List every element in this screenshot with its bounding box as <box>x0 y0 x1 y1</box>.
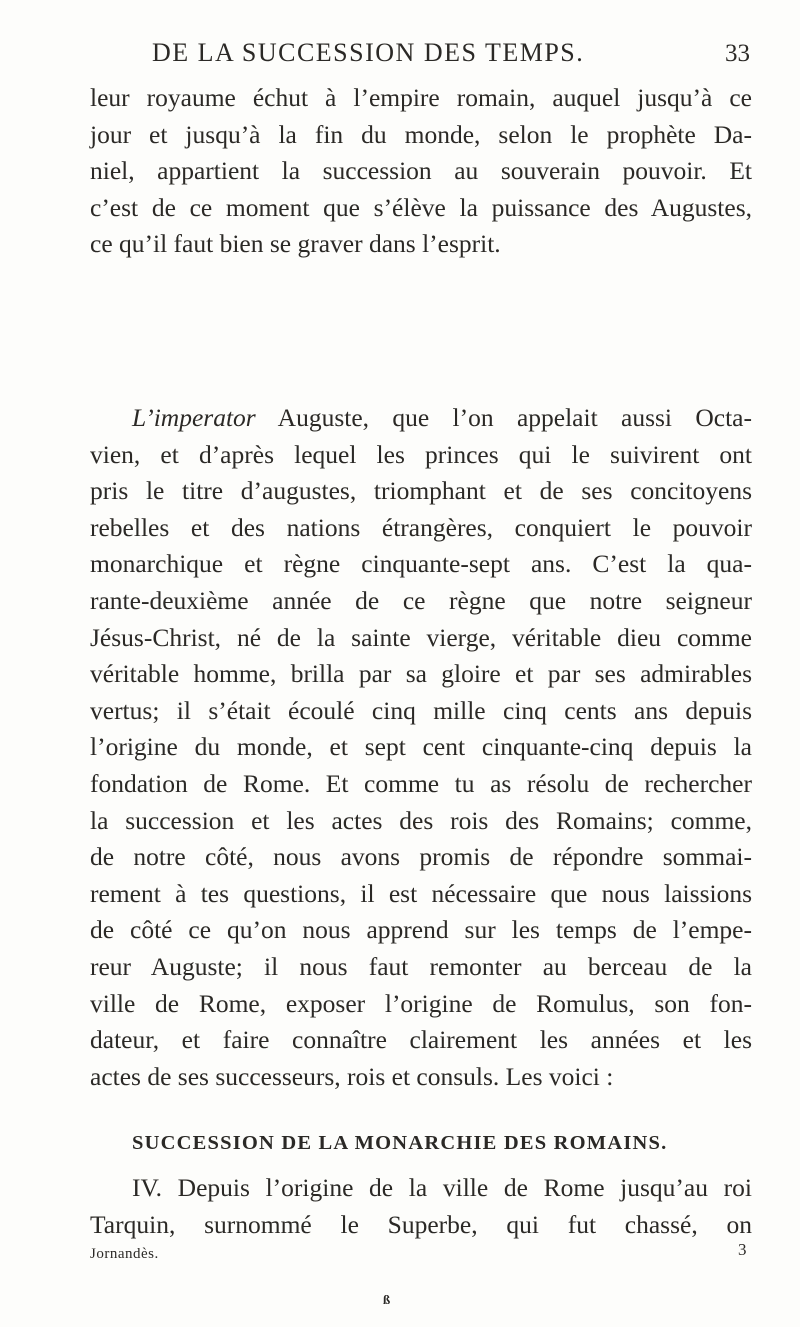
text-line: leur royaume échut à l’empire romain, auquel jusqu’à ce <box>90 83 752 112</box>
text-line: ce qu’il faut bien se graver dans l’esprit. <box>90 229 501 259</box>
text-line: Tarquin, surnommé le Superbe, qui fut chassé, on <box>90 1209 752 1239</box>
text-line: dateur, et faire connaître clairement les années et les <box>90 1025 752 1055</box>
text-line: rebelles et des nations étrangères, conquiert le pouvoir <box>90 512 752 542</box>
text-fragment: Auguste, que l’on appelait aussi Octa- <box>255 403 752 432</box>
text-line: reur Auguste; il nous faut remonter au berceau de la <box>90 951 752 981</box>
running-title: DE LA SUCCESSION DES TEMPS. <box>152 38 585 67</box>
text-line: de notre côté, nous avons promis de répondre sommai- <box>90 842 752 872</box>
section-heading: SUCCESSION DE LA MONARCHIE DES ROMAINS. <box>132 1132 668 1154</box>
text-line: monarchique et règne cinquante-sept ans. C’est la qua- <box>90 549 752 579</box>
paragraph-3 <box>90 1170 752 1243</box>
text-line: de côté ce qu’on nous apprend sur les temps de l’empe- <box>90 915 752 945</box>
text-line: ville de Rome, exposer l’origine de Romulus, son fon- <box>90 988 752 1018</box>
text-line: pris le titre d’augustes, triomphant et de ses concitoyens <box>90 476 752 506</box>
text-line: actes de ses successeurs, rois et consuls. Les voici : <box>90 1061 614 1091</box>
text-line: vien, et d’après lequel les princes qui le suivirent ont <box>90 439 752 469</box>
paragraph-1 <box>90 80 752 263</box>
text-line: Jésus-Christ, né de la sainte vierge, véritable dieu comme <box>90 622 752 652</box>
footer-signature: Jornandès. <box>90 1246 159 1262</box>
text-line: jour et jusqu’à la fin du monde, selon le prophète Da- <box>90 119 752 149</box>
text-line <box>90 400 752 437</box>
text-line: l’origine du monde, et sept cent cinquante-cinq depuis la <box>90 732 752 762</box>
footer-mark: ß <box>383 1292 391 1307</box>
sheet-number: 3 <box>738 1240 747 1259</box>
page-number: 33 <box>725 40 750 67</box>
text-line: la succession et les actes des rois des Romains; comme, <box>90 805 752 835</box>
text-line: rement à tes questions, il est nécessaire que nous laissions <box>90 878 752 908</box>
text-line: vertus; il s’était écoulé cinq mille cinq cents ans depuis <box>90 695 752 725</box>
text-line: véritable homme, brilla par sa gloire et par ses admirables <box>90 659 752 689</box>
text-line: fondation de Rome. Et comme tu as résolu de rechercher <box>90 768 752 798</box>
running-head <box>90 38 750 78</box>
text-line: c’est de ce moment que s’élève la puissance des Augustes, <box>90 192 752 222</box>
text-line: rante-deuxième année de ce règne que notre seigneur <box>90 585 752 615</box>
text-line: IV. Depuis l’origine de la ville de Rome jusqu’au roi <box>132 1173 752 1202</box>
text-line: niel, appartient la succession au souverain pouvoir. Et <box>90 156 752 186</box>
italic-term: L’imperator <box>132 403 256 432</box>
paragraph-2 <box>90 400 752 1095</box>
